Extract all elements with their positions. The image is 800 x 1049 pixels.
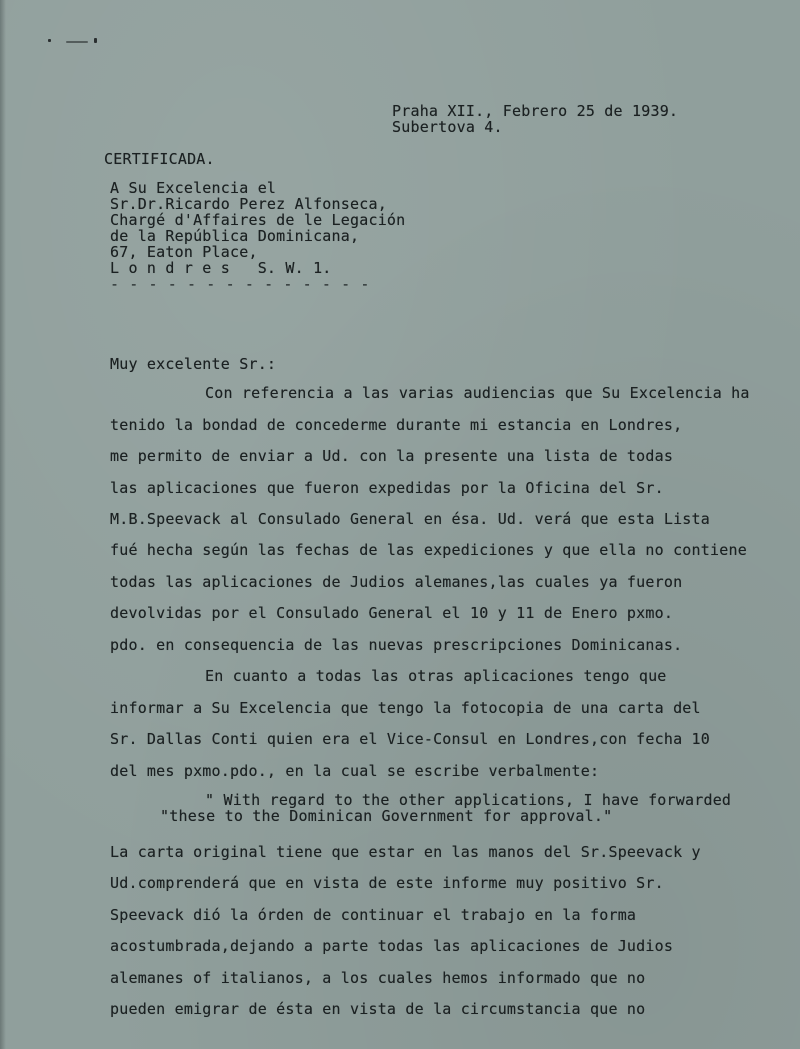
- page-edge-shadow: [0, 0, 6, 1049]
- body-line: del mes pxmo.pdo., en la cual se escribe verbalmente:: [110, 762, 600, 780]
- certified-label: CERTIFICADA.: [104, 150, 215, 168]
- quote-line: " With regard to the other applications, I have forwarded: [205, 791, 732, 809]
- body-line: M.B.Speevack al Consulado General en ésa. Ud. verá que esta Lista: [110, 510, 710, 528]
- body-line: devolvidas por el Consulado General el 10 y 11 de Enero pxmo.: [110, 604, 674, 622]
- body-line: En cuanto a todas las otras aplicaciones tengo que: [205, 667, 667, 685]
- body-line: La carta original tiene que estar en las manos del Sr.Speevack y: [110, 843, 701, 861]
- quote-line: "these to the Dominican Government for approval.": [160, 807, 613, 825]
- body-line: Speevack dió la órden de continuar el trabajo en la forma: [110, 906, 637, 924]
- recipient-line-3: Chargé d'Affaires de le Legación: [110, 211, 406, 229]
- ink-speck-marks: [48, 36, 98, 46]
- body-line: Sr. Dallas Conti quien era el Vice-Consul en Londres,con fecha 10: [110, 730, 710, 748]
- recipient-separator: - - - - - - - - - - - - - -: [110, 275, 371, 293]
- body-line: fué hecha según las fechas de las expediciones y que ella no contiene: [110, 541, 747, 559]
- body-line: tenido la bondad de concederme durante mi estancia en Londres,: [110, 416, 683, 434]
- body-line: las aplicaciones que fueron expedidas por la Oficina del Sr.: [110, 479, 664, 497]
- body-line: acostumbrada,dejando a parte todas las aplicaciones de Judios: [110, 937, 674, 955]
- body-line: Ud.comprenderá que en vista de este informe muy positivo Sr.: [110, 874, 664, 892]
- body-line: Con referencia a las varias audiencias que Su Excelencia ha: [205, 384, 750, 402]
- body-line: pueden emigrar de ésta en vista de la circumstancia que no: [110, 1000, 646, 1018]
- street-address-line: Subertova 4.: [392, 118, 503, 136]
- recipient-line-5: 67, Eaton Place,: [110, 243, 258, 261]
- body-line: todas las aplicaciones de Judios alemanes,las cuales ya fueron: [110, 573, 683, 591]
- body-line: pdo. en consequencia de las nuevas prescripciones Dominicanas.: [110, 636, 683, 654]
- body-line: informar a Su Excelencia que tengo la fotocopia de una carta del: [110, 699, 701, 717]
- salutation: Muy excelente Sr.:: [110, 355, 277, 373]
- body-line: alemanes of italianos, a los cuales hemos informado que no: [110, 969, 646, 987]
- recipient-line-4: de la República Dominicana,: [110, 227, 360, 245]
- recipient-line-6: L o n d r e s S. W. 1.: [110, 259, 332, 277]
- recipient-line-2: Sr.Dr.Ricardo Perez Alfonseca,: [110, 195, 387, 213]
- body-line: me permito de enviar a Ud. con la presente una lista de todas: [110, 447, 674, 465]
- place-date-line: Praha XII., Febrero 25 de 1939.: [392, 102, 679, 120]
- recipient-line-1: A Su Excelencia el: [110, 179, 277, 197]
